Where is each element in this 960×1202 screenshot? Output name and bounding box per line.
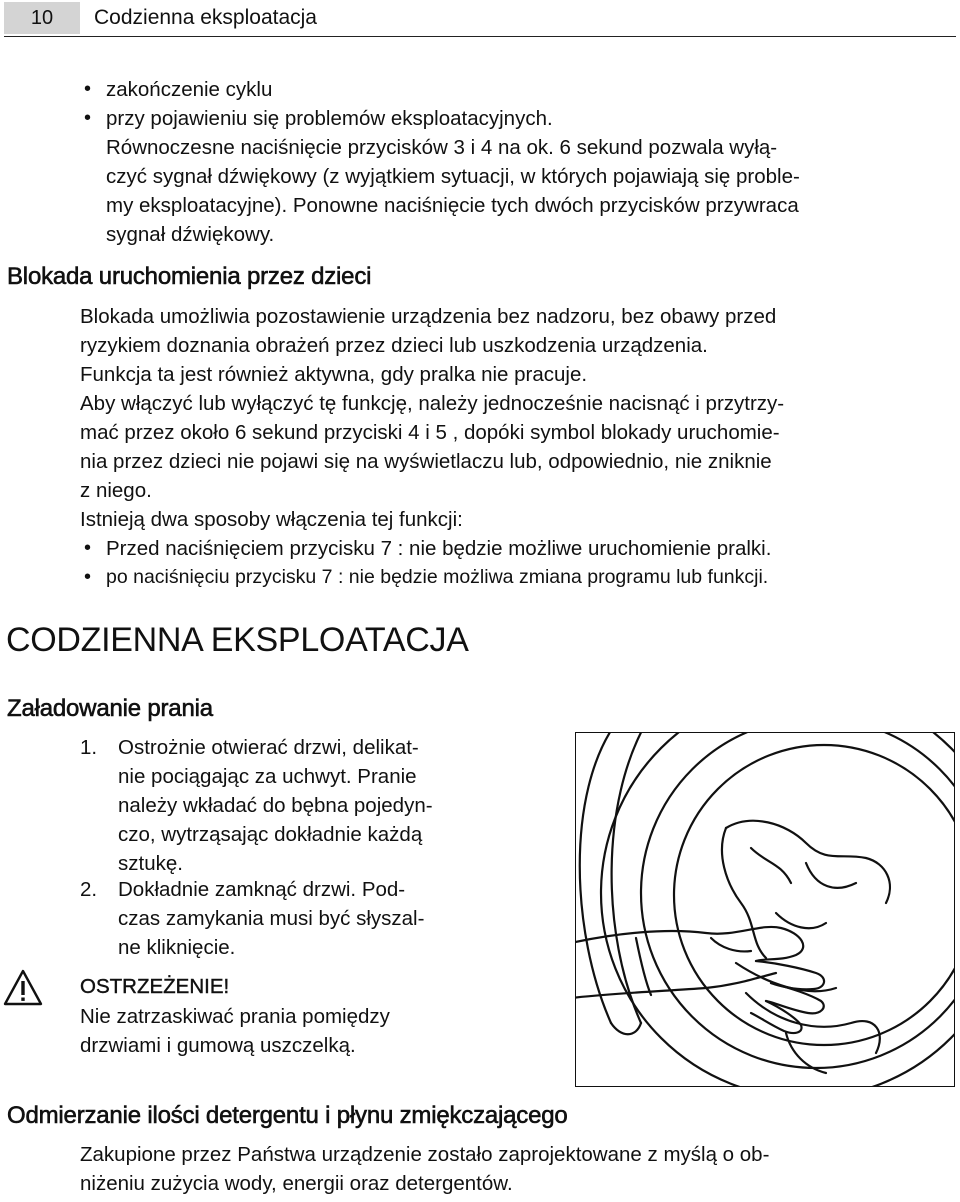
step-line: czas zamykania musi być słyszal- [118, 907, 425, 930]
bullet-marker: • [84, 566, 92, 588]
paragraph-line: niżeniu zużycia wody, energii oraz detergentów. [80, 1172, 513, 1195]
step-number: 2. [80, 878, 98, 901]
bullet-marker: • [84, 78, 92, 100]
chapter-title: CODZIENNA EKSPLOATACJA [6, 621, 469, 659]
step-line: czo, wytrząsając dokładnie każdą [118, 823, 423, 846]
paragraph-line: my eksploatacyjne). Ponowne naciśnięcie tych dwóch przycisków przywraca [106, 194, 799, 217]
warning-triangle-icon [3, 968, 43, 1008]
bullet-marker: • [84, 537, 92, 559]
section-heading: Załadowanie prania [7, 695, 213, 722]
paragraph-line: Zakupione przez Państwa urządzenie zostało zaprojektowane z myślą o ob- [80, 1143, 770, 1166]
page-number: 10 [4, 2, 80, 34]
list-item: po naciśnięciu przycisku 7 : nie będzie możliwa zmiana programu lub funkcji. [106, 566, 769, 588]
paragraph-line: Funkcja ta jest również aktywna, gdy pralka nie pracuje. [80, 363, 588, 386]
step-line: ne kliknięcie. [118, 936, 236, 959]
section-heading: Odmierzanie ilości detergentu i płynu zmiękczającego [7, 1102, 568, 1129]
header-rule [4, 36, 956, 37]
step-number: 1. [80, 736, 98, 759]
list-item: zakończenie cyklu [106, 78, 273, 101]
paragraph-line: Równoczesne naciśnięcie przycisków 3 i 4 na ok. 6 sekund pozwala wyłą- [106, 136, 778, 159]
paragraph-line: Istnieją dwa sposoby włączenia tej funkcji: [80, 508, 463, 531]
warning-line: Nie zatrzaskiwać prania pomiędzy [80, 1005, 390, 1028]
step-line: nie pociągając za uchwyt. Pranie [118, 765, 417, 788]
step-line: Ostrożnie otwierać drzwi, delikat- [118, 736, 419, 759]
paragraph-line: z niego. [80, 479, 152, 502]
paragraph-line: Aby włączyć lub wyłączyć tę funkcję, należy jednocześnie nacisnąć i przytrzy- [80, 392, 785, 415]
loading-laundry-illustration [575, 732, 955, 1087]
step-line: należy wkładać do bębna pojedyn- [118, 794, 433, 817]
step-line: Dokładnie zamknąć drzwi. Pod- [118, 878, 406, 901]
step-line: sztukę. [118, 852, 183, 875]
paragraph-line: Blokada umożliwia pozostawienie urządzenia bez nadzoru, bez obawy przed [80, 305, 777, 328]
paragraph-line: mać przez około 6 sekund przyciski 4 i 5 , dopóki symbol blokady uruchomie- [80, 421, 780, 444]
bullet-marker: • [84, 107, 92, 129]
paragraph-line: czyć sygnał dźwiękowy (z wyjątkiem sytuacji, w których pojawiają się proble- [106, 165, 800, 188]
paragraph-line: ryzykiem doznania obrażeń przez dzieci lub uszkodzenia urządzenia. [80, 334, 708, 357]
washing-machine-door-drawing [576, 733, 955, 1087]
running-header-title: Codzienna eksploatacja [94, 6, 317, 29]
paragraph-line: sygnał dźwiękowy. [106, 223, 275, 246]
list-item: Przed naciśnięciem przycisku 7 : nie będzie możliwe uruchomienie pralki. [106, 537, 772, 560]
list-item: przy pojawieniu się problemów eksploatacyjnych. [106, 107, 553, 130]
paragraph-line: nia przez dzieci nie pojawi się na wyświetlaczu lub, odpowiednio, nie zniknie [80, 450, 772, 473]
warning-line: drzwiami i gumową uszczelką. [80, 1034, 356, 1057]
section-heading: Blokada uruchomienia przez dzieci [7, 263, 372, 290]
warning-title: OSTRZEŻENIE! [80, 975, 230, 998]
